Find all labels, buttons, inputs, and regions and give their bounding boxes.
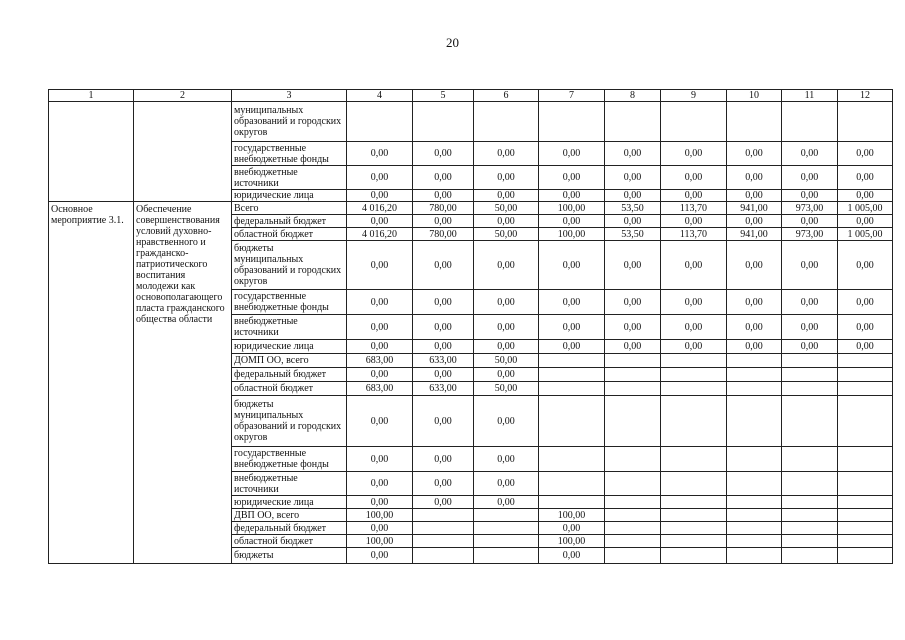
budget-table <box>48 89 893 564</box>
value-cell: 0,00 <box>539 166 605 190</box>
funding-source-cell: областной бюджет <box>232 382 347 396</box>
funding-source-cell: внебюджетные источники <box>232 166 347 190</box>
value-cell: 0,00 <box>474 241 539 290</box>
value-cell: 0,00 <box>661 315 727 340</box>
value-cell: 0,00 <box>727 315 782 340</box>
value-cell: 0,00 <box>605 190 661 202</box>
funding-source-cell: юридические лица <box>232 340 347 354</box>
value-cell <box>413 535 474 548</box>
value-cell: 0,00 <box>347 315 413 340</box>
value-cell: 0,00 <box>782 290 838 315</box>
value-cell <box>661 102 727 142</box>
funding-source-cell: юридические лица <box>232 190 347 202</box>
value-cell: 0,00 <box>413 396 474 447</box>
value-cell: 100,00 <box>539 509 605 522</box>
value-cell <box>727 447 782 472</box>
value-cell: 633,00 <box>413 382 474 396</box>
value-cell: 0,00 <box>605 166 661 190</box>
value-cell: 0,00 <box>605 142 661 166</box>
value-cell: 100,00 <box>347 509 413 522</box>
value-cell: 0,00 <box>539 190 605 202</box>
value-cell: 0,00 <box>605 290 661 315</box>
column-number-cell: 7 <box>539 90 605 102</box>
value-cell <box>782 548 838 564</box>
value-cell: 683,00 <box>347 382 413 396</box>
value-cell <box>838 472 893 496</box>
value-cell: 0,00 <box>661 340 727 354</box>
value-cell <box>727 472 782 496</box>
value-cell: 0,00 <box>539 290 605 315</box>
column-number-cell: 2 <box>134 90 232 102</box>
table-row <box>49 202 893 215</box>
value-cell: 0,00 <box>605 215 661 228</box>
value-cell: 1 005,00 <box>838 228 893 241</box>
value-cell <box>605 522 661 535</box>
value-cell <box>539 354 605 368</box>
value-cell <box>661 522 727 535</box>
empty-cell <box>134 102 232 202</box>
column-number-cell: 12 <box>838 90 893 102</box>
value-cell: 973,00 <box>782 228 838 241</box>
value-cell: 0,00 <box>347 340 413 354</box>
value-cell: 0,00 <box>661 190 727 202</box>
value-cell: 0,00 <box>539 142 605 166</box>
funding-source-cell: федеральный бюджет <box>232 368 347 382</box>
value-cell: 0,00 <box>347 142 413 166</box>
value-cell <box>474 522 539 535</box>
value-cell: 0,00 <box>347 522 413 535</box>
column-number-cell: 6 <box>474 90 539 102</box>
value-cell: 0,00 <box>838 340 893 354</box>
value-cell: 0,00 <box>661 142 727 166</box>
value-cell: 0,00 <box>727 290 782 315</box>
value-cell: 0,00 <box>838 215 893 228</box>
value-cell: 0,00 <box>474 396 539 447</box>
value-cell: 0,00 <box>474 190 539 202</box>
value-cell <box>782 368 838 382</box>
value-cell: 0,00 <box>782 340 838 354</box>
funding-source-cell: Всего <box>232 202 347 215</box>
value-cell: 0,00 <box>661 166 727 190</box>
value-cell <box>782 447 838 472</box>
value-cell: 0,00 <box>474 215 539 228</box>
value-cell: 0,00 <box>474 290 539 315</box>
value-cell: 0,00 <box>661 290 727 315</box>
value-cell <box>727 496 782 509</box>
value-cell <box>605 447 661 472</box>
value-cell: 0,00 <box>782 241 838 290</box>
value-cell <box>838 102 893 142</box>
value-cell: 0,00 <box>605 315 661 340</box>
value-cell: 0,00 <box>838 190 893 202</box>
value-cell <box>727 354 782 368</box>
funding-source-cell: государственные внебюджетные фонды <box>232 142 347 166</box>
value-cell: 1 005,00 <box>838 202 893 215</box>
value-cell: 0,00 <box>413 447 474 472</box>
value-cell: 0,00 <box>347 548 413 564</box>
value-cell <box>727 509 782 522</box>
value-cell: 50,00 <box>474 382 539 396</box>
value-cell <box>782 535 838 548</box>
value-cell: 0,00 <box>413 166 474 190</box>
value-cell: 0,00 <box>347 166 413 190</box>
value-cell: 0,00 <box>605 340 661 354</box>
value-cell: 0,00 <box>539 340 605 354</box>
value-cell <box>661 548 727 564</box>
column-number-cell: 11 <box>782 90 838 102</box>
value-cell: 0,00 <box>838 142 893 166</box>
value-cell: 0,00 <box>347 290 413 315</box>
value-cell <box>474 102 539 142</box>
value-cell <box>727 382 782 396</box>
value-cell <box>539 396 605 447</box>
value-cell: 0,00 <box>413 241 474 290</box>
value-cell <box>605 368 661 382</box>
value-cell: 50,00 <box>474 354 539 368</box>
value-cell: 0,00 <box>539 522 605 535</box>
activity-description-cell: Обеспечение совершенствования условий духовно-нравственного и гражданско-патриотического воспитания молодежи как основополагающего пласта гражданского общества области <box>134 202 232 564</box>
value-cell: 0,00 <box>347 496 413 509</box>
value-cell: 0,00 <box>838 241 893 290</box>
value-cell: 0,00 <box>347 447 413 472</box>
value-cell: 100,00 <box>539 535 605 548</box>
value-cell <box>413 102 474 142</box>
value-cell: 0,00 <box>727 190 782 202</box>
value-cell <box>539 447 605 472</box>
funding-source-cell: федеральный бюджет <box>232 215 347 228</box>
funding-source-cell: ДОМП ОО, всего <box>232 354 347 368</box>
table-body <box>49 90 893 564</box>
value-cell <box>661 382 727 396</box>
column-number-cell: 4 <box>347 90 413 102</box>
value-cell: 113,70 <box>661 228 727 241</box>
value-cell: 0,00 <box>474 315 539 340</box>
value-cell <box>605 382 661 396</box>
value-cell: 0,00 <box>782 142 838 166</box>
value-cell <box>838 522 893 535</box>
value-cell <box>539 102 605 142</box>
value-cell <box>605 472 661 496</box>
page-number: 20 <box>446 35 459 50</box>
value-cell: 0,00 <box>605 241 661 290</box>
value-cell: 0,00 <box>413 340 474 354</box>
value-cell: 0,00 <box>474 340 539 354</box>
value-cell: 0,00 <box>413 368 474 382</box>
value-cell <box>661 472 727 496</box>
value-cell: 0,00 <box>782 215 838 228</box>
value-cell: 0,00 <box>661 215 727 228</box>
value-cell: 0,00 <box>413 496 474 509</box>
value-cell <box>727 102 782 142</box>
value-cell <box>782 396 838 447</box>
value-cell <box>539 496 605 509</box>
funding-source-cell: бюджеты <box>232 548 347 564</box>
funding-source-cell: государственные внебюджетные фонды <box>232 290 347 315</box>
value-cell: 4 016,20 <box>347 202 413 215</box>
continuation-row <box>49 102 893 142</box>
column-number-cell: 5 <box>413 90 474 102</box>
value-cell <box>782 102 838 142</box>
value-cell: 0,00 <box>474 368 539 382</box>
value-cell: 0,00 <box>782 190 838 202</box>
funding-source-cell: областной бюджет <box>232 535 347 548</box>
value-cell: 0,00 <box>474 166 539 190</box>
value-cell: 780,00 <box>413 202 474 215</box>
value-cell <box>838 368 893 382</box>
value-cell <box>605 102 661 142</box>
value-cell: 0,00 <box>413 142 474 166</box>
value-cell: 0,00 <box>474 142 539 166</box>
value-cell <box>782 509 838 522</box>
value-cell <box>605 496 661 509</box>
column-number-cell: 10 <box>727 90 782 102</box>
value-cell: 0,00 <box>474 496 539 509</box>
column-number-cell: 1 <box>49 90 134 102</box>
value-cell <box>661 396 727 447</box>
value-cell <box>727 522 782 535</box>
column-number-cell: 9 <box>661 90 727 102</box>
value-cell: 973,00 <box>782 202 838 215</box>
value-cell: 0,00 <box>727 215 782 228</box>
value-cell <box>661 354 727 368</box>
value-cell: 100,00 <box>539 202 605 215</box>
value-cell: 0,00 <box>539 241 605 290</box>
value-cell <box>474 548 539 564</box>
value-cell: 780,00 <box>413 228 474 241</box>
value-cell <box>605 396 661 447</box>
value-cell: 0,00 <box>838 166 893 190</box>
funding-source-cell: ДВП ОО, всего <box>232 509 347 522</box>
value-cell <box>605 548 661 564</box>
value-cell <box>838 509 893 522</box>
value-cell: 941,00 <box>727 228 782 241</box>
value-cell <box>838 354 893 368</box>
funding-source-cell: государственные внебюджетные фонды <box>232 447 347 472</box>
value-cell <box>661 509 727 522</box>
funding-source-cell: областной бюджет <box>232 228 347 241</box>
value-cell <box>539 382 605 396</box>
value-cell <box>474 509 539 522</box>
value-cell: 0,00 <box>727 142 782 166</box>
value-cell <box>661 447 727 472</box>
value-cell: 0,00 <box>347 241 413 290</box>
value-cell <box>838 396 893 447</box>
value-cell <box>782 382 838 396</box>
value-cell: 0,00 <box>413 315 474 340</box>
column-number-row <box>49 90 893 102</box>
funding-source-cell: юридические лица <box>232 496 347 509</box>
value-cell <box>727 535 782 548</box>
value-cell: 53,50 <box>605 228 661 241</box>
funding-source-cell: бюджеты муниципальных образований и городских округов <box>232 241 347 290</box>
value-cell: 53,50 <box>605 202 661 215</box>
value-cell <box>661 368 727 382</box>
value-cell <box>539 472 605 496</box>
value-cell: 633,00 <box>413 354 474 368</box>
value-cell: 941,00 <box>727 202 782 215</box>
value-cell: 0,00 <box>413 472 474 496</box>
value-cell: 0,00 <box>782 315 838 340</box>
value-cell: 0,00 <box>539 215 605 228</box>
value-cell <box>474 535 539 548</box>
value-cell: 0,00 <box>727 241 782 290</box>
column-number-cell: 8 <box>605 90 661 102</box>
value-cell <box>539 368 605 382</box>
value-cell <box>782 354 838 368</box>
value-cell <box>661 535 727 548</box>
value-cell: 0,00 <box>838 290 893 315</box>
activity-name-cell: Основное мероприятие 3.1. <box>49 202 134 564</box>
funding-source-cell: федеральный бюджет <box>232 522 347 535</box>
funding-source-cell: бюджеты муниципальных образований и городских округов <box>232 396 347 447</box>
column-number-cell: 3 <box>232 90 347 102</box>
value-cell <box>347 102 413 142</box>
value-cell: 683,00 <box>347 354 413 368</box>
value-cell: 100,00 <box>539 228 605 241</box>
value-cell: 0,00 <box>474 472 539 496</box>
funding-source-cell: внебюджетные источники <box>232 472 347 496</box>
value-cell <box>838 496 893 509</box>
value-cell <box>413 522 474 535</box>
value-cell <box>838 382 893 396</box>
value-cell <box>727 548 782 564</box>
value-cell: 0,00 <box>539 315 605 340</box>
value-cell: 100,00 <box>347 535 413 548</box>
value-cell: 0,00 <box>347 368 413 382</box>
funding-source-cell: внебюджетные источники <box>232 315 347 340</box>
value-cell <box>838 535 893 548</box>
value-cell <box>782 496 838 509</box>
value-cell <box>727 396 782 447</box>
value-cell: 0,00 <box>539 548 605 564</box>
value-cell: 0,00 <box>347 472 413 496</box>
funding-source-cell: муниципальных образований и городских округов <box>232 102 347 142</box>
value-cell: 50,00 <box>474 202 539 215</box>
empty-cell <box>49 102 134 202</box>
value-cell: 0,00 <box>413 290 474 315</box>
value-cell <box>838 548 893 564</box>
value-cell <box>413 509 474 522</box>
value-cell <box>661 496 727 509</box>
value-cell: 0,00 <box>347 215 413 228</box>
value-cell <box>605 535 661 548</box>
value-cell: 0,00 <box>413 215 474 228</box>
value-cell <box>605 509 661 522</box>
value-cell: 0,00 <box>727 166 782 190</box>
value-cell: 0,00 <box>727 340 782 354</box>
value-cell: 0,00 <box>347 396 413 447</box>
value-cell: 0,00 <box>413 190 474 202</box>
value-cell: 0,00 <box>347 190 413 202</box>
value-cell <box>838 447 893 472</box>
value-cell <box>413 548 474 564</box>
value-cell <box>727 368 782 382</box>
value-cell: 4 016,20 <box>347 228 413 241</box>
value-cell <box>782 522 838 535</box>
value-cell: 0,00 <box>474 447 539 472</box>
value-cell: 0,00 <box>661 241 727 290</box>
value-cell: 50,00 <box>474 228 539 241</box>
value-cell: 0,00 <box>782 166 838 190</box>
value-cell: 113,70 <box>661 202 727 215</box>
value-cell: 0,00 <box>838 315 893 340</box>
value-cell <box>605 354 661 368</box>
value-cell <box>782 472 838 496</box>
